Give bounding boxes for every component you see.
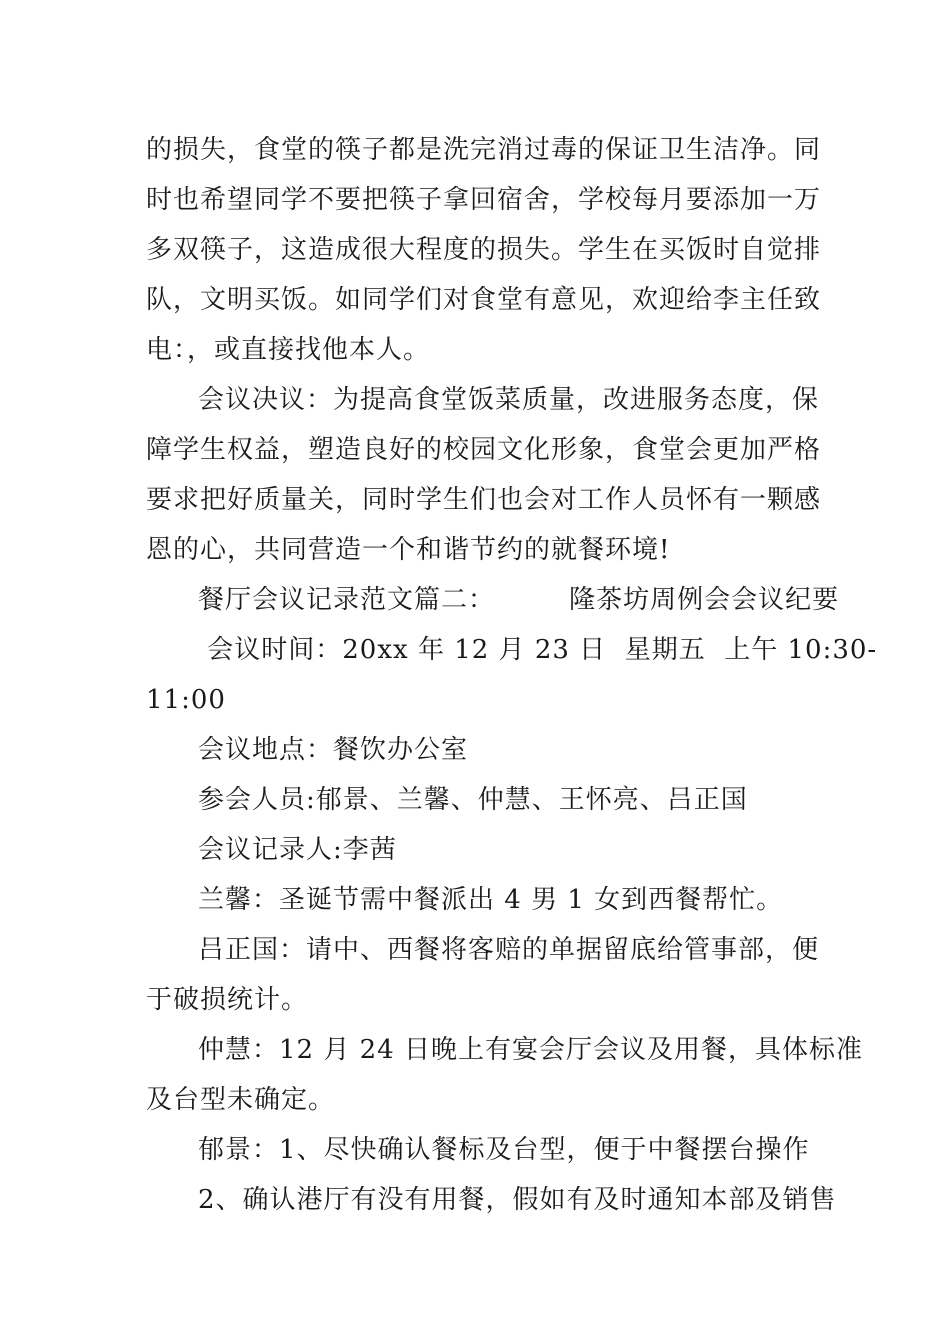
- meeting-location: 会议地点：餐饮办公室: [198, 735, 469, 765]
- meeting-time-continued: 11:00: [146, 685, 226, 715]
- meeting-time-line: 会议时间：20xx 年 12 月 23 日 星期五 上午 10:30-: [198, 635, 878, 665]
- text-line-8: 要求把好质量关，同时学生们也会对工作人员怀有一颗感: [146, 485, 822, 515]
- minutes-item-lanxin: 兰馨：圣诞节需中餐派出 4 男 1 女到西餐帮忙。: [198, 885, 784, 915]
- text-line-4: 队，文明买饭。如同学们对食堂有意见，欢迎给李主任致: [146, 285, 822, 315]
- text-line-3: 多双筷子，这造成很大程度的损失。学生在买饭时自觉排: [146, 235, 822, 265]
- text-line-5: 电：，或直接找他本人。: [146, 335, 431, 365]
- meeting-attendees: 参会人员:郁景、兰馨、仲慧、王怀亮、吕正国: [198, 785, 748, 815]
- text-line-2: 时也希望同学不要把筷子拿回宿舍，学校每月要添加一万: [146, 185, 822, 215]
- minutes-item-zhonghui: 仲慧：12 月 24 日晚上有宴会厅会议及用餐，具体标准: [198, 1035, 863, 1065]
- text-line-18: 于破损统计。: [146, 985, 309, 1015]
- minutes-item-yujing: 郁景：1、尽快确认餐标及台型，便于中餐摆台操作: [198, 1135, 810, 1165]
- text-line-9: 恩的心，共同营造一个和谐节约的就餐环境!: [146, 535, 671, 565]
- text-line-1: 的损失，食堂的筷子都是洗完消过毒的保证卫生洁净。同: [146, 135, 822, 165]
- text-line-7: 障学生权益，塑造良好的校园文化形象，食堂会更加严格: [146, 435, 822, 465]
- meeting-recorder: 会议记录人:李茜: [198, 835, 397, 865]
- minutes-item-yujing-2: 2、确认港厅有没有用餐，假如有及时通知本部及销售: [198, 1185, 837, 1215]
- text-line-20: 及台型未确定。: [146, 1085, 336, 1115]
- resolution-paragraph-start: 会议决议：为提高食堂饭菜质量，改进服务态度，保: [198, 385, 820, 415]
- section-heading: 餐厅会议记录范文篇二： 隆茶坊周例会会议纪要: [198, 585, 840, 615]
- minutes-item-lvzhengguo: 吕正国：请中、西餐将客赔的单据留底给管事部，便: [198, 935, 820, 965]
